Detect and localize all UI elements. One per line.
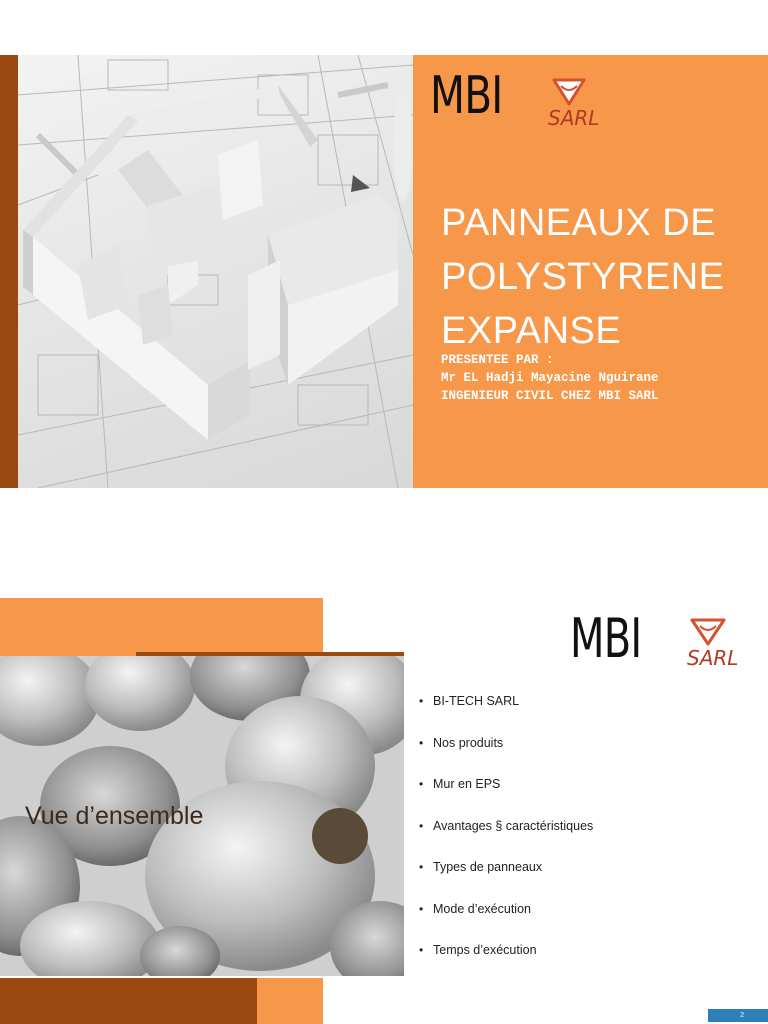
overview-slide <box>0 598 768 1024</box>
agenda-item: • Avantages § caractéristiques <box>419 818 594 833</box>
floor-plan-image <box>18 55 413 488</box>
orange-top-bar <box>0 598 323 656</box>
mbi-logo <box>570 607 760 672</box>
agenda-item: • Nos produits <box>419 735 504 750</box>
logo-suffix: SARL <box>687 646 739 670</box>
logo-suffix: SARL <box>548 106 600 130</box>
bullet-icon: • <box>419 694 424 708</box>
bullet-icon: • <box>419 735 424 750</box>
title-line: EXPANSE <box>441 310 622 352</box>
logo-brand: MBI <box>430 66 503 126</box>
agenda-item: • BI-TECH SARL <box>419 694 520 708</box>
bullet-icon: • <box>419 818 424 833</box>
brown-accent-line <box>136 652 404 656</box>
bullet-icon: • <box>419 901 424 916</box>
title-line: POLYSTYRENE <box>441 256 725 298</box>
presenter-line: INGENIEUR CIVIL CHEZ MBI SARL <box>441 389 659 403</box>
agenda-item: • Mur en EPS <box>419 777 501 791</box>
bullet-icon: • <box>419 860 424 874</box>
presenter-line: Mr EL Hadji Mayacine Nguirane <box>441 371 659 385</box>
brown-side-bar <box>0 55 18 488</box>
page-number: 2 <box>708 1009 768 1022</box>
slide-title <box>441 196 761 358</box>
logo-brand: MBI <box>570 607 642 670</box>
presenter-line: PRESENTEE PAR : <box>441 353 554 367</box>
overview-heading: Vue d’ensemble <box>25 802 204 830</box>
mbi-logo <box>430 66 630 140</box>
bullet-icon: • <box>419 777 424 791</box>
presenter-info <box>441 351 659 405</box>
agenda-list <box>419 694 593 985</box>
agenda-item: • Mode d’exécution <box>419 901 531 916</box>
orange-bottom-bar <box>257 978 323 1024</box>
brown-bottom-bar <box>0 978 257 1024</box>
agenda-item: • Types de panneaux <box>419 860 543 874</box>
agenda-item: • Temps d’exécution <box>419 943 537 957</box>
title-line: PANNEAUX DE <box>441 202 717 244</box>
bullet-icon: • <box>419 943 424 957</box>
